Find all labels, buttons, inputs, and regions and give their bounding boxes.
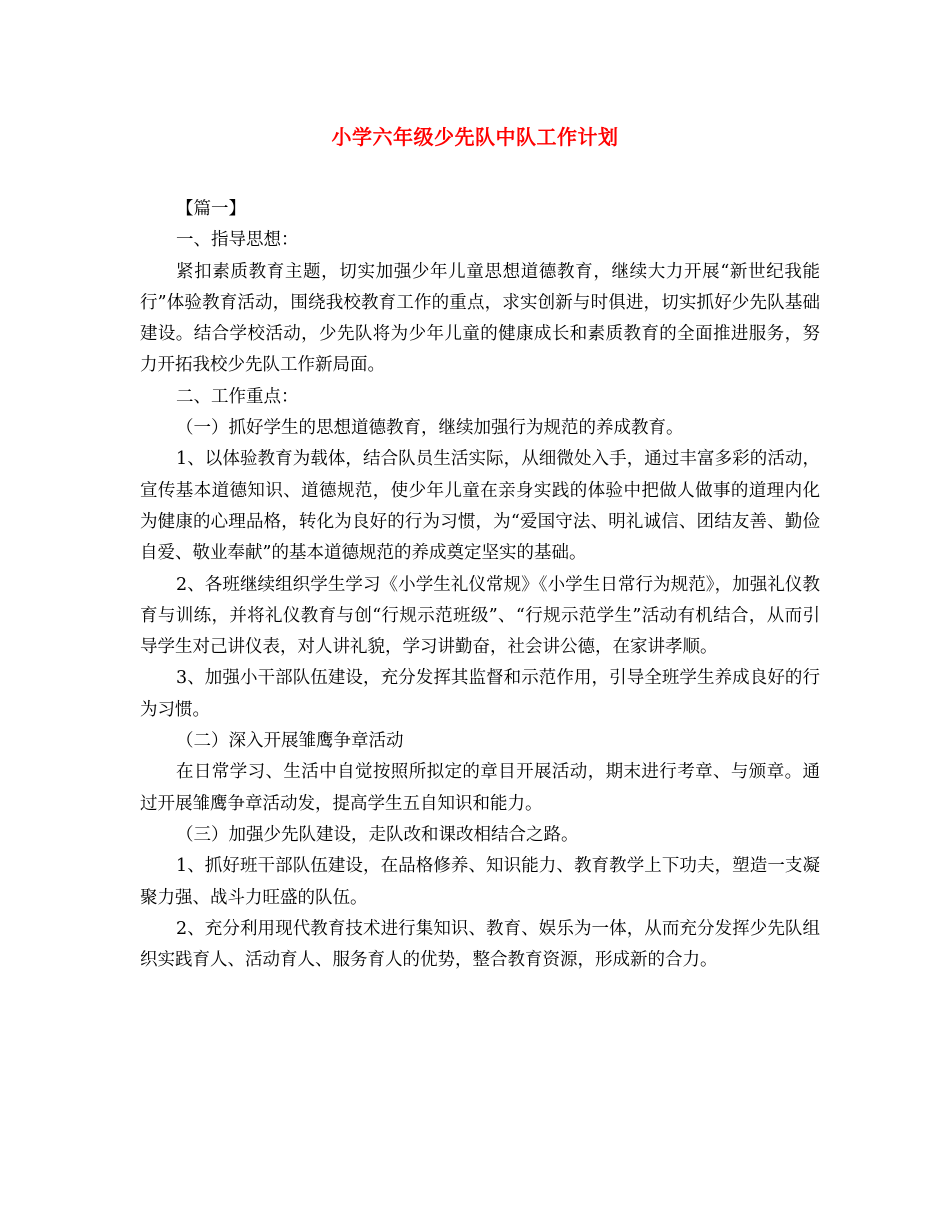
paragraph-item-3: 3、加强小干部队伍建设，充分发挥其监督和示范作用，引导全班学生养成良好的行为习惯。 bbox=[140, 668, 820, 720]
document-title: 小学六年级少先队中队工作计划 bbox=[331, 125, 619, 149]
paragraph-item-1: 1、以体验教育为载体，结合队员生活实际，从细微处入手，通过丰富多彩的活动，宣传基本道德知识、道德规范，使少年儿童在亲身实践的体验中把做人做事的道理内化为健康的心理品格，转化为良好的行为习惯，为“爱国守法、明礼诚信、团结友善、勤俭自爱、敬业奉献”的基本道德规范的养成奠定坚实的基础。 bbox=[140, 449, 820, 564]
section-heading-part-one: 【篇一】 bbox=[176, 199, 246, 219]
paragraph-item-2: 2、各班继续组织学生学习《小学生礼仪常规》《小学生日常行为规范》，加强礼仪教育与训练，并将礼仪教育与创“行规示范班级”、“行规示范学生”活动有机结合，从而引导学生对己讲仪表，对人讲礼貌，学习讲勤奋，社会讲公德，在家讲孝顺。 bbox=[140, 574, 820, 658]
heading-work-focus: 二、工作重点： bbox=[176, 386, 299, 407]
paragraph-team-item-1: 1、抓好班干部队伍建设，在品格修养、知识能力、教育教学上下功夫，塑造一支凝聚力强、战斗力旺盛的队伍。 bbox=[140, 856, 820, 908]
document-body bbox=[140, 194, 820, 976]
subheading-team-building: （三）加强少先队建设，走队改和课改相结合之路。 bbox=[176, 824, 579, 845]
paragraph-team-item-2: 2、充分利用现代教育技术进行集知识、教育、娱乐为一体，从而充分发挥少先队组织实践育人、活动育人、服务育人的优势，整合教育资源，形成新的合力。 bbox=[140, 918, 820, 971]
paragraph-eagle-badge: 在日常学习、生活中自觉按照所拟定的章目开展活动，期末进行考章、与颁章。通过开展雏鹰争章活动发，提高学生五自知识和能力。 bbox=[140, 762, 820, 814]
subheading-moral-education: （一）抓好学生的思想道德教育，继续加强行为规范的养成教育。 bbox=[176, 418, 684, 439]
subheading-eagle-badge: （二）深入开展雏鹰争章活动 bbox=[176, 731, 404, 752]
paragraph-guiding-ideology: 紧扣素质教育主题，切实加强少年儿童思想道德教育，继续大力开展“新世纪我能行”体验教育活动，围绕我校教育工作的重点，求实创新与时俱进，切实抓好少先队基础建设。结合学校活动，少先队将为少年儿童的健康成长和素质教育的全面推进服务，努力开拓我校少先队工作新局面。 bbox=[140, 261, 820, 376]
heading-guiding-ideology: 一、指导思想： bbox=[176, 230, 299, 251]
